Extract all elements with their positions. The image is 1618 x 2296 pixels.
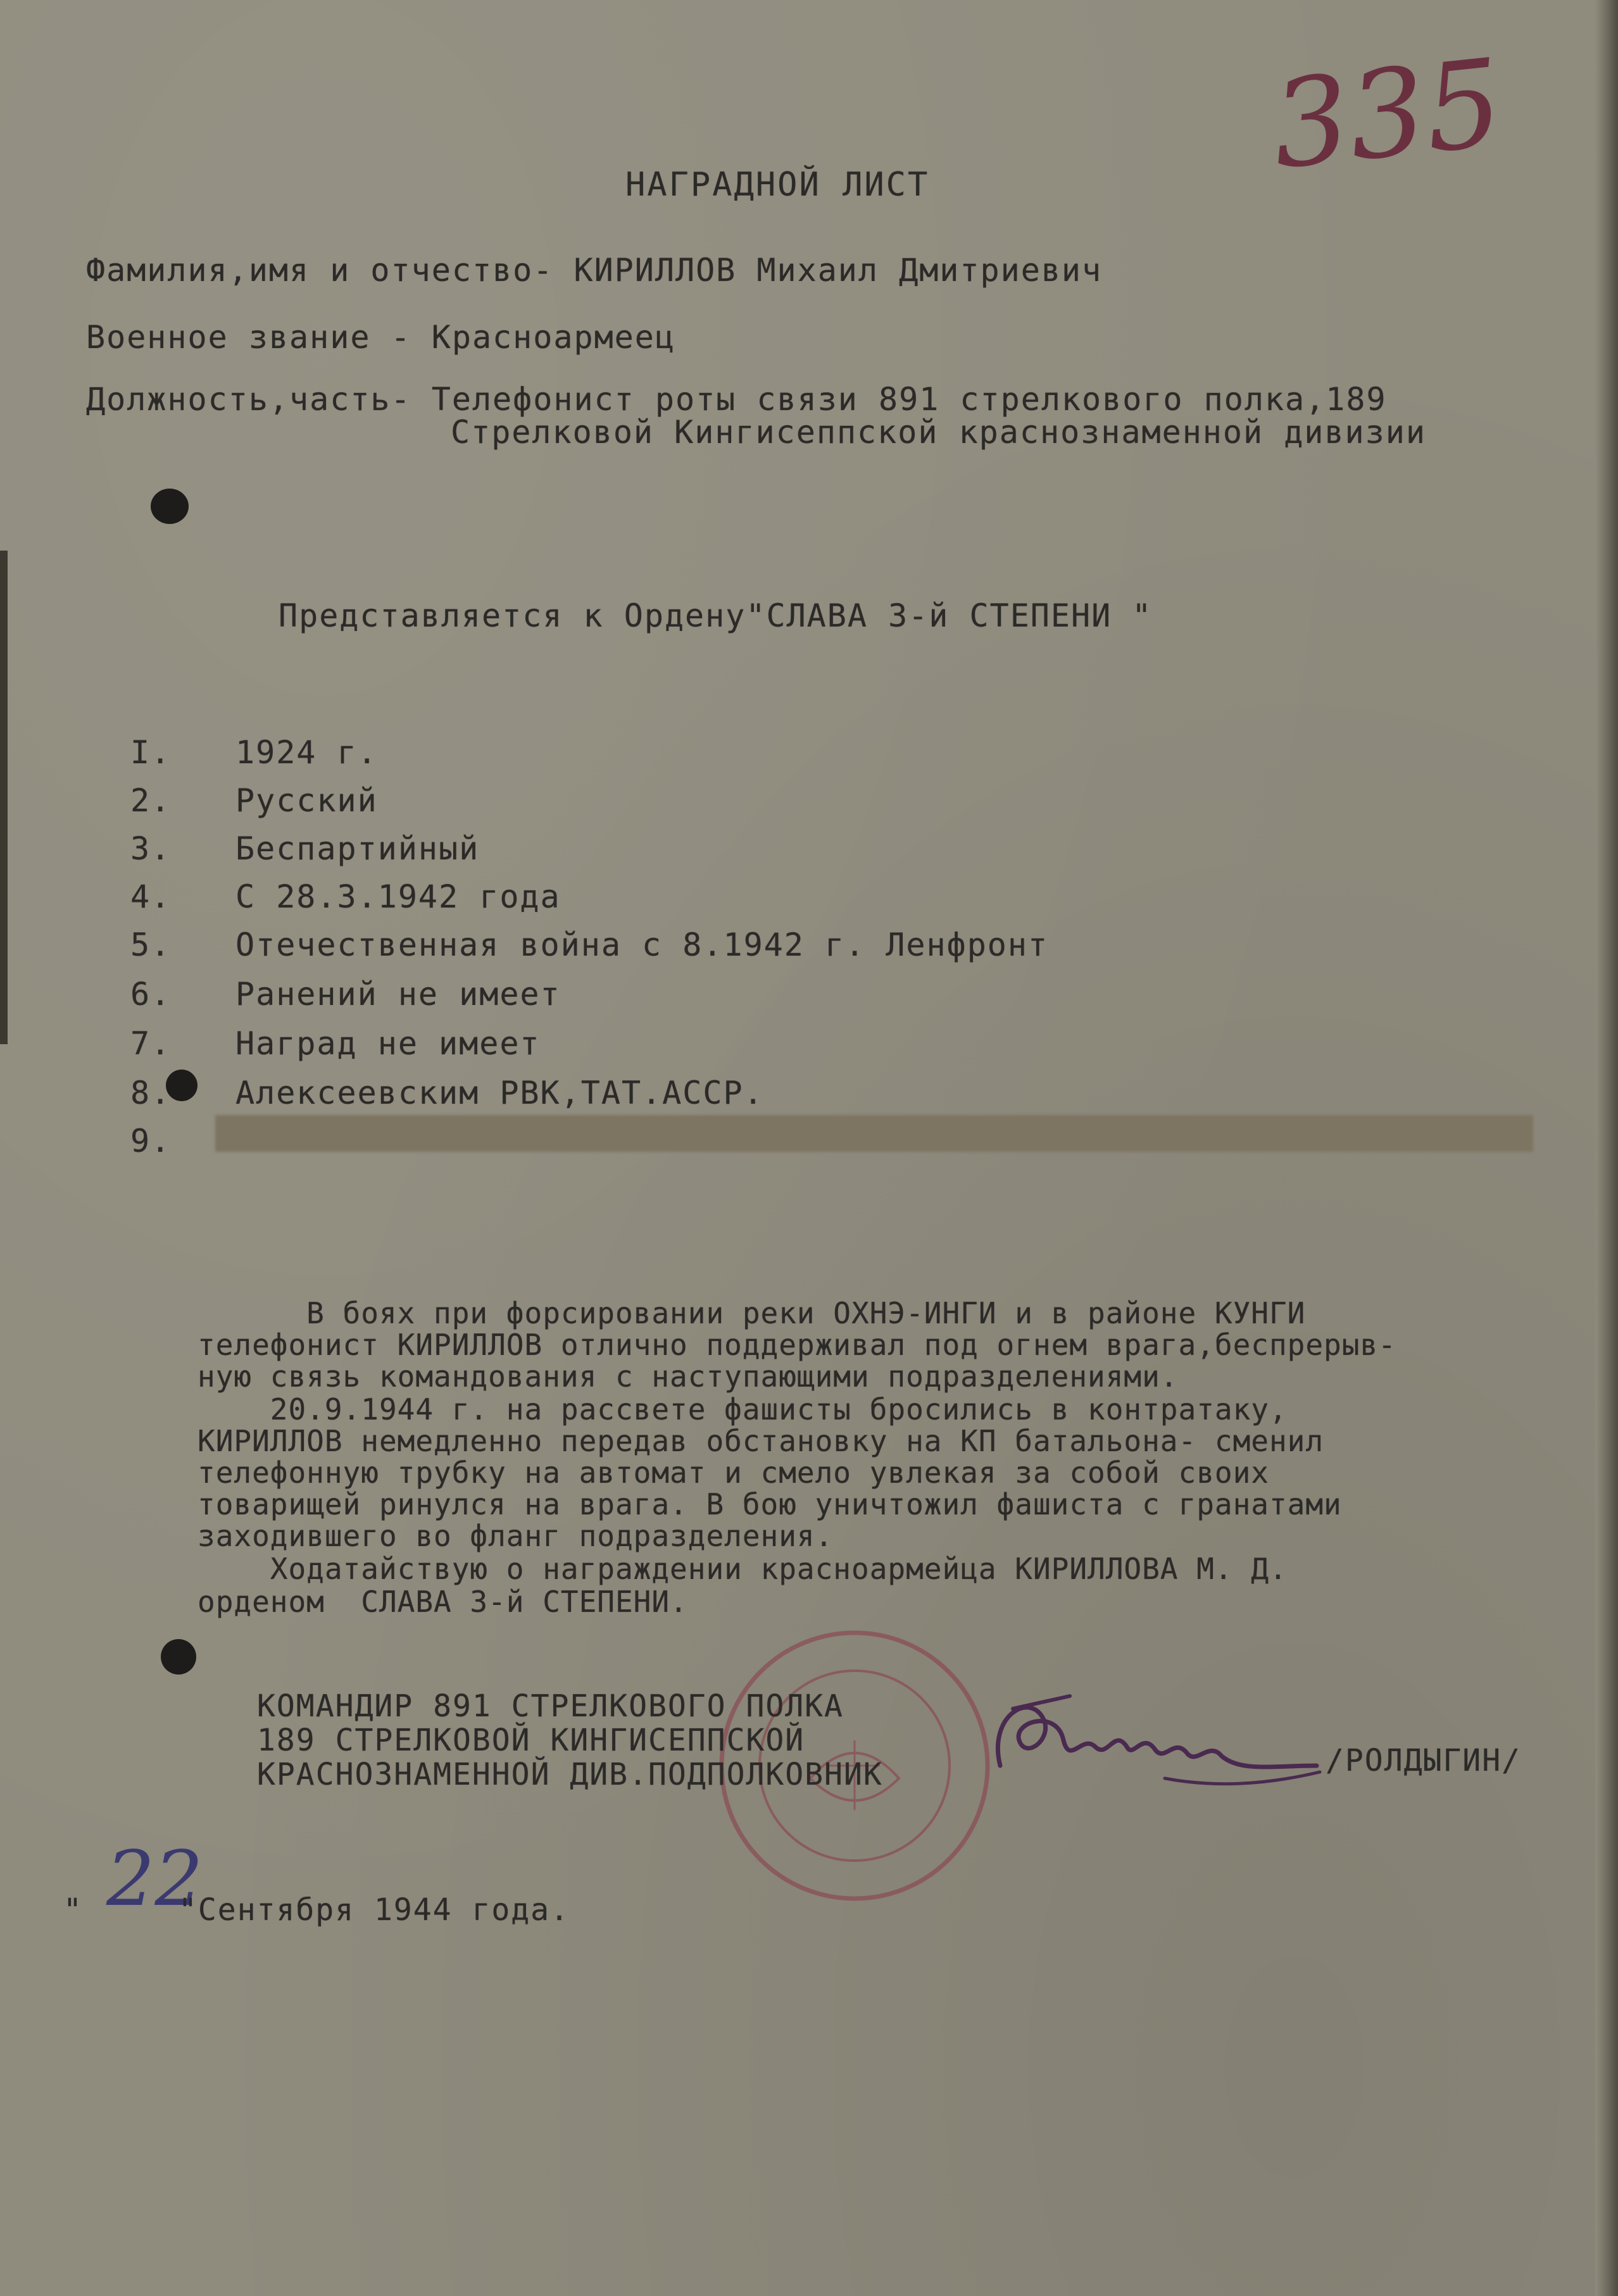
list-item-text: 1924 г. [235, 734, 378, 771]
list-item-text: Русский [235, 782, 378, 819]
position-unit-line-2: Стрелковой Кингисеппской краснознаменной дивизии [451, 414, 1426, 451]
list-item-text: Ранений не имеет [235, 976, 561, 1013]
list-item-text: Алексеевским РВК,ТАТ.АССР. [235, 1075, 764, 1111]
list-item-number: 9. [130, 1123, 172, 1159]
list-item-number: 5. [130, 927, 172, 963]
date-open-quote: " [63, 1892, 83, 1928]
paper-edge-left [0, 551, 8, 1044]
handwritten-page-number: 335 [1265, 32, 1509, 196]
commander-title-line-1: КОМАНДИР 891 СТРЕЛКОВОГО ПОЛКА [257, 1688, 844, 1724]
citation-line: Ходатайствую о награждении красноармейца КИРИЛЛОВА М. Д. [198, 1552, 1288, 1586]
redacted-area [215, 1115, 1533, 1152]
punch-hole-bottom [161, 1639, 196, 1675]
list-item-text: С 28.3.1942 года [235, 878, 561, 915]
citation-line: заходившего во фланг подразделения. [198, 1519, 834, 1553]
document-title: НАГРАДНОЙ ЛИСТ [625, 166, 930, 204]
handwritten-day: 22 [106, 1835, 203, 1923]
list-item-number: 4. [130, 878, 172, 915]
list-item-text: Наград не имеет [235, 1025, 541, 1062]
list-item-number: 2. [130, 782, 172, 819]
commander-title-line-3: КРАСНОЗНАМЕННОЙ ДИВ.ПОДПОЛКОВНИК [257, 1757, 883, 1792]
citation-line: телефонную трубку на автомат и смело увлекая за собой своих [198, 1456, 1269, 1490]
position-unit-line-1: Должность,часть- Телефонист роты связи 891 стрелкового полка,189 [86, 381, 1387, 418]
list-item-text: Отечественная война с 8.1942 г. Ленфронт [235, 927, 1049, 963]
list-item-number: I. [130, 734, 172, 771]
list-item-number: 6. [130, 976, 172, 1013]
citation-line: КИРИЛЛОВ немедленно передав обстановку на КП батальона- сменил [198, 1424, 1324, 1458]
list-item-number: 8. [130, 1075, 172, 1111]
list-item-text: Беспартийный [235, 830, 480, 867]
full-name-line: Фамилия,имя и отчество- КИРИЛЛОВ Михаил Дмитриевич [86, 252, 1103, 289]
military-rank-line: Военное звание - Красноармеец [86, 319, 675, 356]
commander-title-line-2: 189 СТРЕЛКОВОЙ КИНГИСЕППСКОЙ [257, 1723, 805, 1758]
commander-signature [975, 1671, 1329, 1810]
date-month-year: "Сентября 1944 года. [179, 1892, 570, 1928]
citation-line: 20.9.1944 г. на рассвете фашисты бросились в контратаку, [198, 1392, 1288, 1426]
citation-line: ную связь командования с наступающими подразделениями. [198, 1359, 1179, 1394]
citation-line: орденом СЛАВА 3-й СТЕПЕНИ. [198, 1585, 688, 1619]
nomination-line: Представляется к Ордену"СЛАВА 3-й СТЕПЕНИ " [279, 597, 1153, 634]
citation-line: товарищей ринулся на врага. В бою уничтожил фашиста с гранатами [198, 1487, 1342, 1521]
commander-name: /РОЛДЫГИН/ [1326, 1743, 1521, 1778]
list-item-number: 7. [130, 1025, 172, 1062]
list-item-number: 3. [130, 830, 172, 867]
citation-line: телефонист КИРИЛЛОВ отлично поддерживал под огнем врага,беспрерыв- [198, 1328, 1396, 1362]
punch-hole-top [151, 489, 189, 524]
citation-line: В боях при форсировании реки ОХНЭ-ИНГИ и в районе КУНГИ [198, 1296, 1306, 1330]
paper-edge-right [1595, 0, 1618, 2296]
